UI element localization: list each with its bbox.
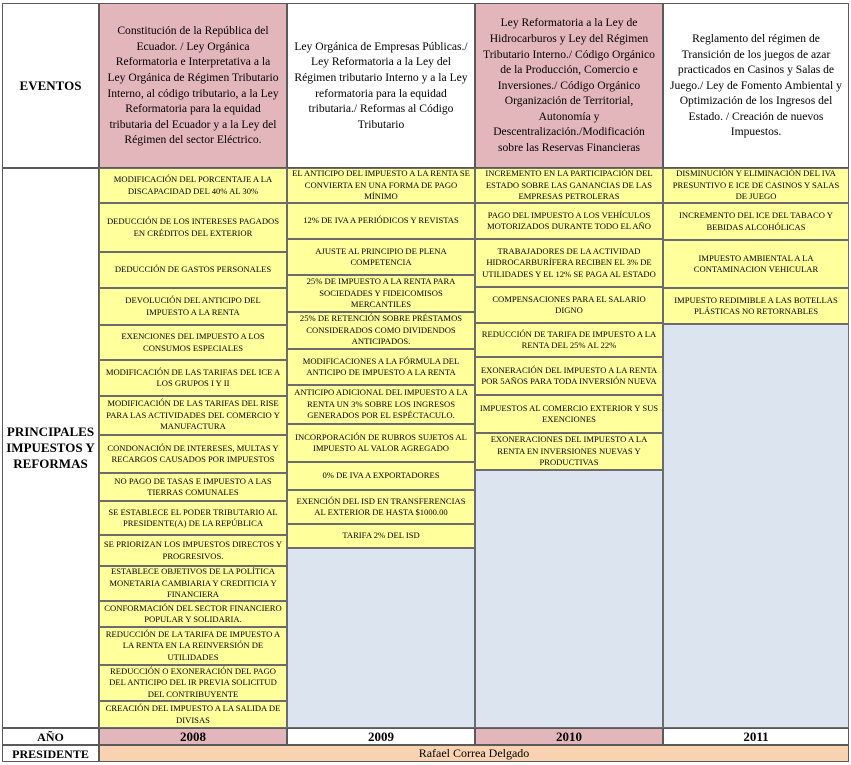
year-2011: 2011 (663, 728, 849, 745)
reform-item: REDUCCIÓN DE LA TARIFA DE IMPUESTO A LA RENTA EN LA REINVERSIÓN DE UTILIDADES (99, 627, 287, 665)
reform-item: MODIFICACIÓN DE LAS TARIFAS DEL RISE PARA LAS ACTIVIDADES DEL COMERCIO Y MANUFACTURA (99, 396, 287, 435)
reform-item: INCORPORACIÓN DE RUBROS SUJETOS AL IMPUESTO AL VALOR AGREGADO (287, 424, 475, 462)
reform-item: 12% DE IVA A PERIÓDICOS Y REVISTAS (287, 203, 475, 239)
reform-item: IMPUESTO REDIMIBLE A LAS BOTELLAS PLÁSTICAS NO RETORNABLES (663, 288, 849, 324)
reform-item: EXENCIONES DEL IMPUESTO A LOS CONSUMOS ESPECIALES (99, 325, 287, 360)
reform-item: SE PRIORIZAN LOS IMPUESTOS DIRECTOS Y PROGRESIVOS. (99, 535, 287, 566)
reform-item: REDUCCIÓN DE TARIFA DE IMPUESTO A LA RENTA DEL 25% AL 22% (475, 323, 663, 357)
reform-item: ANTICIPO ADICIONAL DEL IMPUESTO A LA RENTA UN 3% SOBRE LOS INGRESOS GENERADOS POR EL ESPÉCTACULO. (287, 385, 475, 424)
reform-item: SE ESTABLECE EL PODER TRIBUTARIO AL PRESIDENTE(A) DE LA REPÚBLICA (99, 501, 287, 535)
reform-item: INCREMENTO DEL ICE DEL TABACO Y BEBIDAS ALCOHÓLICAS (663, 203, 849, 240)
reform-item: EXONERACIONES DEL IMPUESTO A LA RENTA EN INVERSIONES NUEVAS Y PRODUCTIVAS (475, 433, 663, 470)
reform-item: NO PAGO DE TASAS E IMPUESTO A LAS TIERRAS COMUNALES (99, 473, 287, 501)
reform-item: AJUSTE AL PRINCIPIO DE PLENA COMPETENCIA (287, 239, 475, 275)
president-name: Rafael Correa Delgado (99, 745, 849, 762)
reform-item: DEVOLUCIÓN DEL ANTICIPO DEL IMPUESTO A LA RENTA (99, 288, 287, 325)
event-header-2009: Ley Orgánica de Empresas Públicas./ Ley Reformatoria a la Ley del Régimen tributario Interno y a la Ley reformatoria para la equidad tributaria./ Reformas al Código Tributario (287, 3, 475, 168)
reform-item: DEDUCCIÓN DE GASTOS PERSONALES (99, 252, 287, 288)
reform-item: CONFORMACIÓN DEL SECTOR FINANCIERO POPULAR Y SOLIDARIA. (99, 601, 287, 627)
reform-item: 25% DE RETENCIÓN SOBRE PRÉSTAMOS CONSIDERADOS COMO DIVIDENDOS ANTICIPADOS. (287, 312, 475, 349)
event-header-2008: Constitución de la República del Ecuador. / Ley Orgánica Reformatoria e Interpretativa a la Ley Orgánica de Régimen Tributario Interno, al código tributario, a la Ley Reformatoria para la equidad tributaria del Ecuador y a la Ley del Régimen del sector Eléctrico. (99, 3, 287, 168)
reform-item: EXENCIÓN DEL ISD EN TRANSFERENCIAS AL EXTERIOR DE HASTA $1000.00 (287, 490, 475, 524)
anio-label: AÑO (2, 728, 99, 745)
reform-item: CONDONACIÓN DE INTERESES, MULTAS Y RECARGOS CAUSADOS POR IMPUESTOS (99, 435, 287, 473)
reform-item: EXONERACIÓN DEL IMPUESTO A LA RENTA POR 5AÑOS PARA TODA INVERSIÓN NUEVA (475, 357, 663, 395)
reform-item: 25% DE IMPUESTO A LA RENTA PARA SOCIEDADES Y FIDEICOMISOS MERCANTILES (287, 275, 475, 312)
year-2010: 2010 (475, 728, 663, 745)
eventos-label: EVENTOS (2, 3, 99, 168)
reform-item: MODIFICACIÓN DE LAS TARIFAS DEL ICE A LOS GRUPOS I Y II (99, 360, 287, 396)
empty-filler (663, 324, 849, 728)
reform-item: IMPUESTO AMBIENTAL A LA CONTAMINACION VEHICULAR (663, 240, 849, 288)
event-header-2010: Ley Reformatoria a la Ley de Hidrocarburos y Ley del Régimen Tributario Interno./ Código Orgánico de la Producción, Comercio e Inversiones./ Código Orgánico Organización de Territorial, Autonomía y Descentralización./Modificación sobre las Reservas Financieras (475, 3, 663, 168)
year-2008: 2008 (99, 728, 287, 745)
reform-item: EL ANTICIPO DEL IMPUESTO A LA RENTA SE CONVIERTA EN UNA FORMA DE PAGO MÍNIMO (287, 168, 475, 203)
event-header-2011: Reglamento del régimen de Transición de los juegos de azar practicados en Casinos y Salas de Juego./ Ley de Fomento Ambiental y Optimización de los Ingresos del Estado. / Creación de nuevos Impuestos. (663, 3, 849, 168)
reform-item: PAGO DEL IMPUESTO A LOS VEHÍCULOS MOTORIZADOS DURANTE TODO EL AÑO (475, 203, 663, 239)
reform-item: MODIFICACIÓN DEL PORCENTAJE A LA DISCAPACIDAD DEL 40% AL 30% (99, 168, 287, 203)
reform-item: COMPENSACIONES PARA EL SALARIO DIGNO (475, 287, 663, 323)
reform-item: TARIFA 2% DEL ISD (287, 524, 475, 548)
reform-item: ESTABLECE OBJETIVOS DE LA POLÍTICA MONETARIA CAMBIARIA Y CREDITICIA Y FINANCIERA (99, 566, 287, 601)
reform-item: DEDUCCIÓN DE LOS INTERESES PAGADOS EN CRÉDITOS DEL EXTERIOR (99, 203, 287, 252)
reform-item: DISMINUCIÓN Y ELIMINACIÓN DEL IVA PRESUNTIVO E ICE DE CASINOS Y SALAS DE JUEGO (663, 168, 849, 203)
reform-item: CREACIÓN DEL IMPUESTO A LA SALIDA DE DIVISAS (99, 701, 287, 728)
empty-filler (475, 470, 663, 728)
reform-item: MODIFICACIONES A LA FÓRMULA DEL ANTICIPO DE IMPUESTO A LA RENTA (287, 349, 475, 385)
presidente-label: PRESIDENTE (2, 745, 99, 762)
reform-item: REDUCCIÓN O EXONERACIÓN DEL PAGO DEL ANTICIPO DEL IR PREVIA SOLICITUD DEL CONTRIBUYENTE (99, 665, 287, 701)
principales-label: PRINCIPALES IMPUESTOS Y REFORMAS (2, 168, 99, 728)
year-2009: 2009 (287, 728, 475, 745)
reform-item: IMPUESTOS AL COMERCIO EXTERIOR Y SUS EXENCIONES (475, 395, 663, 433)
empty-filler (287, 548, 475, 728)
reform-item: INCREMENTO EN LA PARTICIPACIÓN DEL ESTADO SOBRE LAS GANANCIAS DE LAS EMPRESAS PETROLERAS (475, 168, 663, 203)
reform-item: 0% DE IVA A EXPORTADORES (287, 462, 475, 490)
reform-item: TRABAJADORES DE LA ACTIVIDAD HIDROCARBURÍFERA RECIBEN EL 3% DE UTILIDADES Y EL 12% SE PAGA AL ESTADO (475, 239, 663, 287)
